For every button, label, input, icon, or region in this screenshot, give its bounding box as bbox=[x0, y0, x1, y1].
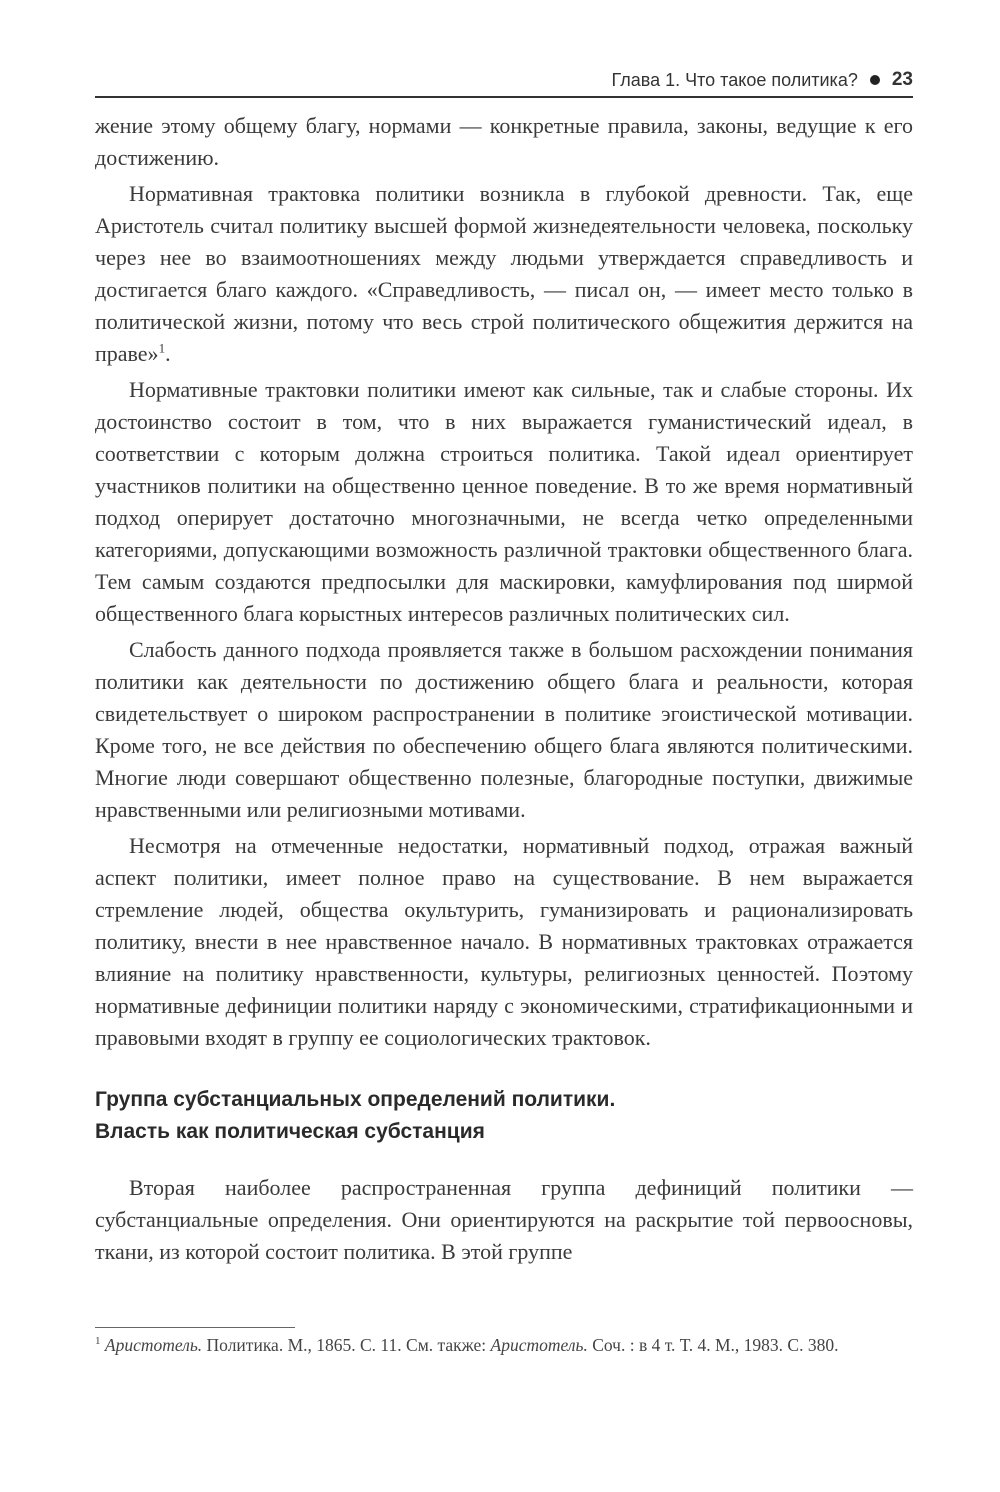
main-text bbox=[95, 110, 913, 1268]
paragraph-text: Нормативная трактовка политики возникла в глубокой древности. Так, еще Аристотель считал политику высшей формой жизнедеятельности человека, поскольку через нее во взаимоотношениях между людьми утверждается справедливость и достигается благо каждого. «Справедливость, — писал он, — имеет место только в политической жизни, потому что весь строй политического общежития держится на праве» bbox=[95, 181, 913, 366]
page-number: 23 bbox=[891, 69, 913, 90]
heading-line-1: Группа субстанциальных определений политики. bbox=[95, 1088, 616, 1111]
footnote-author: Аристотель. bbox=[104, 1335, 203, 1355]
bullet-icon bbox=[870, 75, 880, 85]
footnote-text: Соч. : в 4 т. Т. 4. М., 1983. С. 380. bbox=[587, 1335, 839, 1355]
paragraph: Нормативные трактовки политики имеют как сильные, так и слабые стороны. Их достоинство состоит в том, что в них выражается гуманистический идеал, в соответствии с которым должна строиться политика. Такой идеал ориентирует участников политики на общественно ценное поведение. В то же время нормативный подход оперирует достаточно многозначными, не всегда четко определенными категориями, допускающими возможность различной трактовки общественного блага. Тем самым создаются предпосылки для маскировки, камуфлирования под ширмой общественного блага корыстных интересов различных политических сил. bbox=[95, 377, 913, 626]
running-header bbox=[95, 64, 913, 98]
chapter-title: Глава 1. Что такое политика? bbox=[611, 69, 858, 90]
footnote-reference: 1 bbox=[158, 340, 166, 356]
footnote-divider bbox=[95, 1327, 295, 1328]
paragraph-with-footnote: Нормативная трактовка политики возникла в глубокой древности. Так, еще Аристотель считал политику высшей формой жизнедеятельности человека, поскольку через нее во взаимоотношениях между людьми утверждается справедливость и достигается благо каждого. «Справедливость, — писал он, — имеет место только в политической жизни, потому что весь строй политического общежития держится на праве»$^1$. bbox=[95, 181, 913, 366]
footnote bbox=[95, 1334, 913, 1357]
heading-line-2: Власть как политическая субстанция bbox=[95, 1120, 485, 1143]
paragraph: Слабость данного подхода проявляется также в большом расхождении понимания политики как деятельности по достижению общего блага и реальности, которая свидетельствует о широком распространении в политике эгоистической мотивации. Кроме того, не все действия по обеспечению общего блага являются политическими. Многие люди совершают общественно полезные, благородные поступки, движимые нравственными или религиозными мотивами. bbox=[95, 637, 913, 822]
section-heading bbox=[95, 1084, 913, 1148]
footnote-number: 1 bbox=[95, 1335, 101, 1348]
paragraph: Несмотря на отмеченные недостатки, нормативный подход, отражая важный аспект политики, имеет полное право на существование. В нем выражается стремление людей, общества окультурить, гуманизировать и рационализировать политику, внести в нее нравственное начало. В нормативных трактовках отражается влияние на политику нравственности, культуры, религиозных ценностей. Поэтому нормативные дефиниции политики наряду с экономическими, стратификационными и правовыми входят в группу ее социологических трактовок. bbox=[95, 833, 913, 1050]
paragraph: жение этому общему благу, нормами — конкретные правила, законы, ведущие к его достижению. bbox=[95, 113, 913, 170]
paragraph: Вторая наиболее распространенная группа дефиниций политики — субстанциальные определения. Они ориентируются на раскрытие той первоосновы, ткани, из которой состоит политика. В этой группе bbox=[95, 1175, 913, 1264]
footnote-text: Политика. М., 1865. С. 11. См. также: bbox=[202, 1335, 491, 1355]
footnote-author: Аристотель. bbox=[490, 1335, 588, 1355]
